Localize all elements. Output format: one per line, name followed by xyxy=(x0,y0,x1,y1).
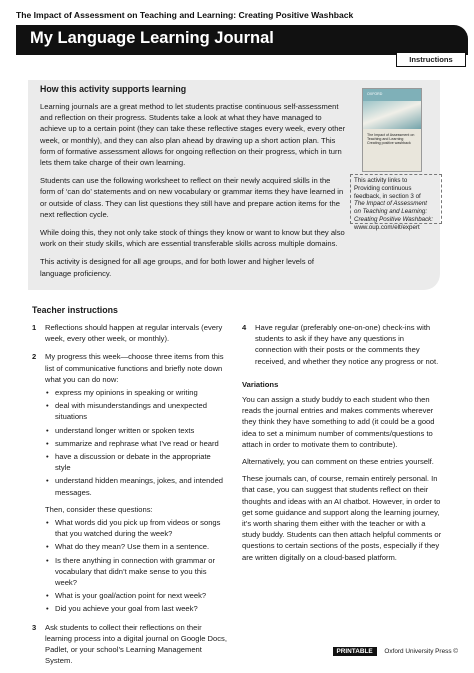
item-text: Ask students to collect their reflections on their learning process into a digital journal on Google Docs, Padlet, or your school’s Learning Management System. xyxy=(45,622,227,666)
list-item: • What is your goal/action point for next week? xyxy=(45,590,228,601)
book-title-main: The Impact of Assessment on Teaching and Learning xyxy=(367,133,415,142)
instructions-right-column xyxy=(242,322,442,569)
list-item: • express my opinions in speaking or writing xyxy=(45,387,228,398)
item-number: 1 xyxy=(32,323,37,332)
link-line: The Impact of Assessment xyxy=(354,200,428,208)
list-item: • understand longer written or spoken texts xyxy=(45,425,228,436)
item-text: My progress this week—choose three items from this list of communicative functions and briefly note down what you can do now: xyxy=(45,352,224,384)
list-item: • Is there anything in connection with grammar or vocabulary that didn’t make sense to you this week? xyxy=(45,555,228,589)
info-paragraph: This activity is designed for all age groups, and for both lower and higher levels of language proficiency. xyxy=(40,257,314,278)
footer xyxy=(333,647,458,656)
link-line: feedback, in section 3 of xyxy=(354,192,421,200)
instruction-item-4 xyxy=(242,322,442,367)
list-item: • What do they mean? Use them in a sentence. xyxy=(45,541,228,552)
book-subtitle: Creating positive washback xyxy=(367,141,411,146)
list-item: • What words did you pick up from videos or songs that you watched during the week? xyxy=(45,517,228,539)
instructions-left-column xyxy=(32,322,228,673)
book-cover-art xyxy=(363,101,421,131)
info-paragraph: Students can use the following worksheet to reflect on their newly acquired skills in the form of ‘can do’ statements and on new vocabulary or grammar items they have learned in or outside of class. They can list questions they still have and prepare action items for the next reflection cycle. xyxy=(40,176,344,219)
list-item: • deal with misunderstandings and unexpected situations xyxy=(45,400,228,422)
activity-info-box xyxy=(28,80,440,290)
book-title xyxy=(367,133,419,146)
questions-list xyxy=(45,517,228,615)
variations-paragraph: These journals can, of course, remain entirely personal. In that case, you can suggest that students reflect on their thoughts and ideas with an AI chatbot. However, in order to get some guidance and support along the learning journey, it’s worth sharing them either with the teacher or with a study buddy. Students can then attach helpful comments or questions to certain sections of the posts, especially if they are written digitally on a cloud-based platform. xyxy=(242,474,442,562)
link-line: This activity links to xyxy=(354,177,408,184)
info-box-heading: How this activity supports learning xyxy=(40,84,187,94)
item-number: 3 xyxy=(32,622,37,632)
header-bar xyxy=(16,25,468,55)
instructions-tab: Instructions xyxy=(396,52,466,67)
questions-intro: Then, consider these questions: xyxy=(45,504,153,514)
functions-list xyxy=(45,387,228,498)
list-item: • understand hidden meanings, jokes, and intended messages. xyxy=(45,475,228,497)
link-line: Providing continuous xyxy=(354,184,412,192)
link-box xyxy=(350,174,442,231)
list-item: • summarize and rephrase what I’ve read or heard xyxy=(45,438,228,449)
book-cover-image xyxy=(362,88,422,172)
list-item: • have a discussion or debate in the appropriate style xyxy=(45,451,228,473)
printable-badge: PRINTABLE xyxy=(333,647,377,656)
link-line: on Teaching and Learning: xyxy=(354,208,428,216)
instruction-item-2 xyxy=(32,351,228,614)
variations-heading: Variations xyxy=(242,379,279,389)
document-series-title: The Impact of Assessment on Teaching and Learning: Creating Positive Washback xyxy=(16,10,354,20)
variations-paragraph: You can assign a study buddy to each student who then reads the journal entries and makes comments wherever they think they have something to add (it could be a good idea to set a minimum number of comments/questions to attach in order to motivate them to contribute). xyxy=(242,395,435,449)
instruction-item-1 xyxy=(32,322,228,344)
link-url[interactable]: www.oup.com/elt/expert xyxy=(354,223,420,231)
link-line: Creating Positive Washback: xyxy=(354,215,433,223)
item-text: Have regular (preferably one-on-one) check-ins with students to ask if they have any questions in connection with their posts or the comments they received, and whether they notice any progress or not. xyxy=(255,323,439,366)
page-title: My Language Learning Journal xyxy=(30,29,274,47)
item-text: Reflections should happen at regular intervals (every week, every other week, or monthly). xyxy=(45,323,223,344)
list-item: • Did you achieve your goal from last week? xyxy=(45,603,228,614)
info-paragraph: Learning journals are a great method to let students practise continuous self-assessment and reflection on their progress. Students take a look at what they have managed to achieve up to a certain point (they can take these reflective stages every week, every other week, or monthly), and they can also plan ahead by drawing up a short action plan. This form of formative assessment allows for ongoing reflection on their progress, which in turn lets them take charge of their own learning. xyxy=(40,102,346,168)
item-number: 4 xyxy=(242,323,247,332)
teacher-instructions-heading: Teacher instructions xyxy=(32,305,118,315)
item-number: 2 xyxy=(32,352,37,362)
variations-paragraph: Alternatively, you can comment on these entries yourself. xyxy=(242,457,434,467)
instruction-item-3 xyxy=(32,622,228,667)
info-paragraph: While doing this, they not only take stock of things they know or want to know but they also work on their study skills, which are essential transferable skills across multiple domains. xyxy=(40,228,345,249)
info-box-text xyxy=(40,101,346,286)
copyright-text: Oxford University Press © xyxy=(384,648,458,655)
book-publisher: OXFORD xyxy=(367,92,383,96)
